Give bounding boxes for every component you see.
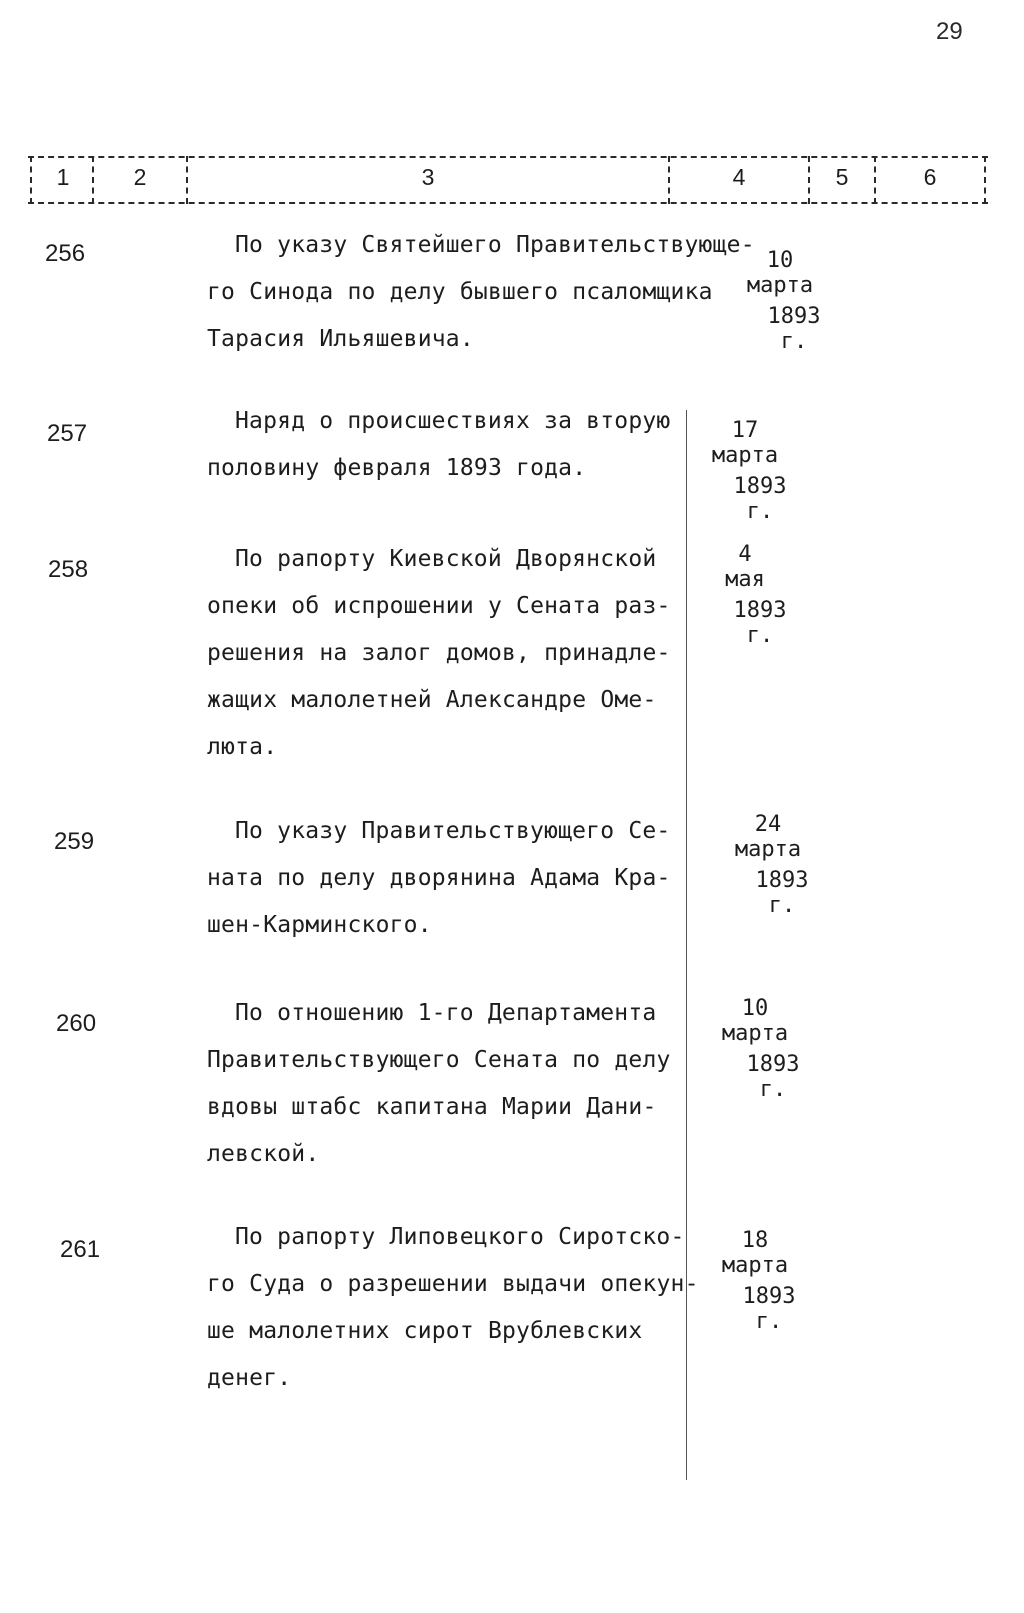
description-line: По рапорту Киевской Дворянской (235, 546, 657, 572)
entry-number: 260 (56, 1010, 97, 1037)
entry-description (207, 1214, 697, 1402)
description-line: опеки об испрошении у Сената раз- (207, 593, 671, 619)
header-col-2: 2 (133, 164, 147, 190)
date-month: марта (711, 443, 779, 468)
header-col-1: 1 (56, 164, 70, 190)
header-bottom-rule (28, 202, 988, 204)
entry-description (207, 536, 697, 771)
description-line: го Синода по делу бывшего псаломщика (207, 279, 713, 305)
entry-number: 257 (47, 420, 88, 447)
entry-number: 256 (45, 240, 86, 267)
entry-date (700, 996, 810, 1102)
description-line: По указу Правительствующего Се- (235, 818, 671, 844)
entry-number: 261 (60, 1236, 101, 1263)
description-line: жащих малолетней Александре Оме- (207, 687, 657, 713)
header-separator (30, 156, 32, 204)
header-col-3: 3 (421, 164, 435, 190)
entry-date (690, 542, 800, 648)
date-day: 17 (731, 418, 759, 443)
date-day: 18 (741, 1228, 769, 1253)
entry-date (700, 1228, 810, 1334)
entry-description (207, 398, 697, 492)
entry-date (725, 248, 835, 354)
description-line: По отношению 1-го Департамента (235, 1000, 657, 1026)
entry-number: 259 (54, 828, 95, 855)
header-separator (984, 156, 986, 204)
description-line: решения на залог домов, принадле- (207, 640, 671, 666)
description-line: половину февраля 1893 года. (207, 455, 587, 481)
date-month: марта (721, 1253, 789, 1278)
description-line: левской. (207, 1141, 320, 1167)
description-line: По указу Святейшего Правительствующе- (235, 232, 755, 258)
header-col-5: 5 (835, 164, 849, 190)
header-col-4: 4 (732, 164, 746, 190)
description-line: шен-Карминского. (207, 912, 432, 938)
date-month: марта (721, 1021, 789, 1046)
description-line: По рапорту Липовецкого Сиротско- (235, 1224, 685, 1250)
header-top-rule (28, 156, 988, 158)
date-day: 10 (766, 248, 794, 273)
page-number: 29 (936, 18, 963, 45)
date-day: 24 (754, 812, 782, 837)
header-col-6: 6 (923, 164, 937, 190)
description-line: Правительствующего Сената по делу (207, 1047, 671, 1073)
date-day: 10 (741, 996, 769, 1021)
description-line: Тарасия Ильяшевича. (207, 326, 474, 352)
date-day: 4 (738, 542, 752, 567)
date-year: 1893 г. (733, 598, 787, 648)
entry-description (207, 990, 697, 1178)
entry-description (207, 222, 755, 363)
entry-description (207, 808, 697, 949)
description-line: ната по делу дворянина Адама Кра- (207, 865, 671, 891)
description-line: го Суда о разрешении выдачи опекун- (207, 1271, 699, 1297)
date-month: мая (725, 567, 765, 592)
entry-number: 258 (48, 556, 89, 583)
date-year: 1893 г. (755, 868, 809, 918)
column-header-row (28, 156, 988, 204)
date-year: 1893 г. (733, 474, 787, 524)
description-line: денег. (207, 1365, 292, 1391)
date-year: 1893 г. (746, 1052, 800, 1102)
date-month: марта (746, 273, 814, 298)
description-line: вдовы штабс капитана Марии Дани- (207, 1094, 657, 1120)
date-year: 1893 г. (742, 1284, 796, 1334)
entry-date (713, 812, 823, 918)
date-year: 1893 г. (767, 304, 821, 354)
description-line: Наряд о происшествиях за вторую (235, 408, 671, 434)
entry-date (690, 418, 800, 524)
description-line: ше малолетних сирот Врублевских (207, 1318, 643, 1344)
date-month: марта (734, 837, 802, 862)
description-line: люта. (207, 734, 278, 760)
